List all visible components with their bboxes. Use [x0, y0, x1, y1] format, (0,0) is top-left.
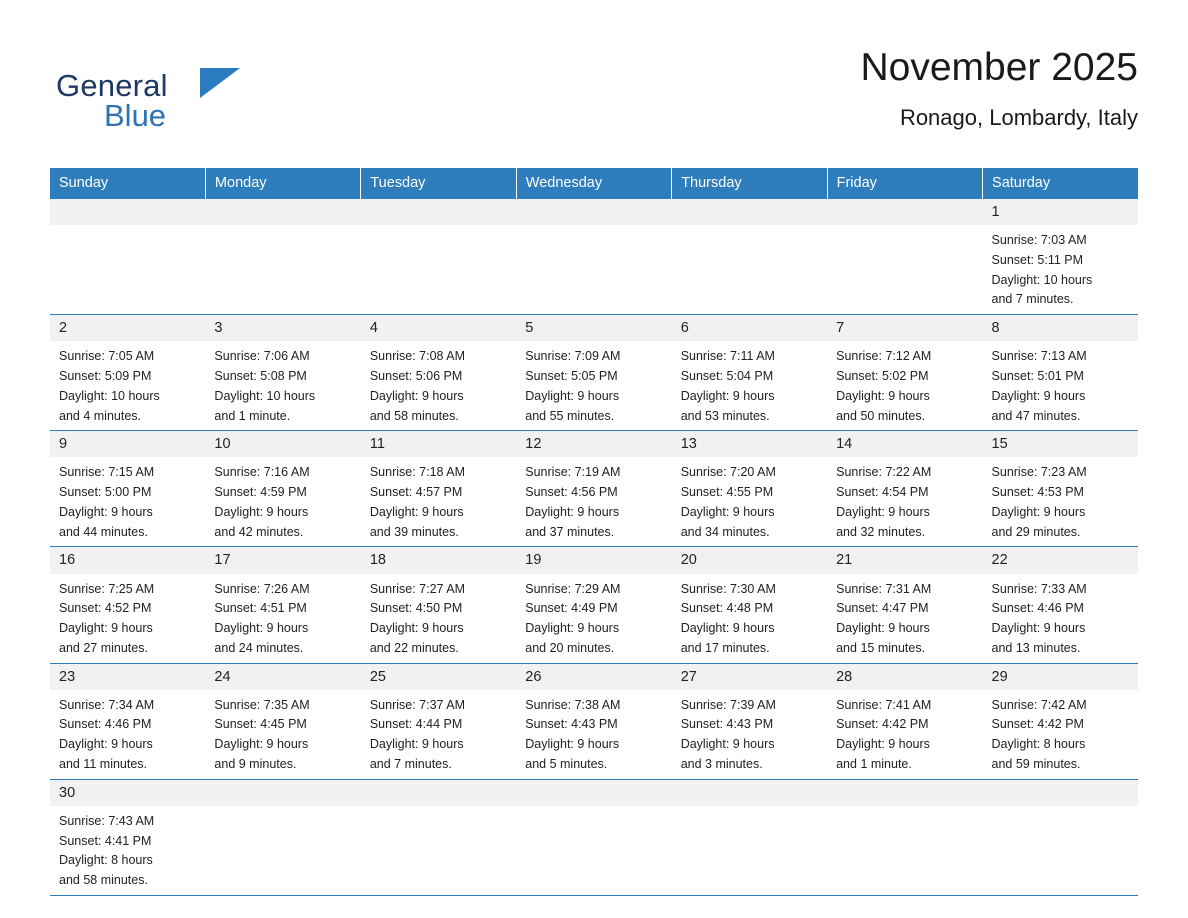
- daylight-duration-line2: and 7 minutes.: [991, 292, 1074, 307]
- calendar-day-cell[interactable]: [672, 547, 827, 663]
- daylight-duration-line2: and 5 minutes.: [525, 756, 608, 771]
- day-number: [205, 199, 360, 225]
- sunset-time: Sunset: 5:11 PM: [991, 252, 1084, 267]
- sunrise-time: Sunrise: 7:19 AM: [525, 465, 621, 480]
- day-number: 15: [983, 431, 1138, 457]
- day-number: 23: [50, 664, 205, 690]
- day-details: [516, 457, 671, 546]
- day-number: 9: [50, 431, 205, 457]
- daylight-duration-line1: Daylight: 9 hours: [680, 504, 775, 519]
- sunset-time: Sunset: 4:52 PM: [59, 601, 152, 616]
- sunrise-time: Sunrise: 7:30 AM: [680, 581, 776, 596]
- sunset-time: Sunset: 5:04 PM: [680, 369, 774, 383]
- sunset-time: Sunset: 4:44 PM: [369, 717, 463, 732]
- day-number: 19: [516, 547, 671, 573]
- day-details: [50, 457, 205, 546]
- day-details: [516, 690, 671, 779]
- sunrise-time: Sunrise: 7:29 AM: [525, 581, 621, 596]
- day-number: 11: [361, 431, 516, 457]
- sunset-time: Sunset: 4:55 PM: [680, 485, 774, 500]
- daylight-duration-line1: Daylight: 8 hours: [991, 737, 1086, 752]
- daylight-duration-line1: Daylight: 9 hours: [836, 504, 930, 519]
- sunrise-time: Sunrise: 7:41 AM: [836, 697, 932, 712]
- sunset-time: Sunset: 4:47 PM: [836, 601, 929, 616]
- day-number: 10: [205, 431, 360, 457]
- day-number: [672, 199, 827, 225]
- daylight-duration-line1: Daylight: 9 hours: [369, 504, 464, 519]
- sunrise-time: Sunrise: 7:03 AM: [991, 233, 1087, 248]
- calendar-day-cell[interactable]: [983, 547, 1138, 663]
- day-number: 26: [516, 664, 671, 690]
- calendar-body: [50, 199, 1138, 895]
- calendar-day-cell[interactable]: [361, 431, 516, 547]
- daylight-duration-line1: Daylight: 8 hours: [59, 853, 153, 868]
- day-details: [50, 341, 205, 430]
- day-details: [983, 690, 1138, 779]
- sunset-time: Sunset: 4:48 PM: [680, 601, 774, 616]
- sunset-time: Sunset: 5:01 PM: [991, 369, 1084, 383]
- day-number: [827, 199, 982, 225]
- sunrise-sunset-calendar: [50, 168, 1138, 896]
- daylight-duration-line1: Daylight: 9 hours: [680, 737, 775, 752]
- daylight-duration-line2: and 39 minutes.: [369, 524, 459, 539]
- weekday-header-row: [50, 168, 1138, 199]
- day-number: 3: [205, 315, 360, 341]
- daylight-duration-line2: and 20 minutes.: [525, 640, 615, 655]
- calendar-day-cell[interactable]: [672, 663, 827, 779]
- day-number: 22: [983, 547, 1138, 573]
- calendar-day-cell[interactable]: [516, 431, 671, 547]
- daylight-duration-line1: Daylight: 9 hours: [214, 504, 309, 519]
- daylight-duration-line1: Daylight: 9 hours: [991, 621, 1086, 635]
- day-details: [516, 574, 671, 663]
- day-number: 7: [827, 315, 982, 341]
- column-header-thursday: Thursday: [672, 168, 827, 199]
- calendar-day-empty: [983, 779, 1138, 895]
- calendar-day-empty: [205, 779, 360, 895]
- daylight-duration-line2: and 44 minutes.: [59, 524, 148, 539]
- daylight-duration-line1: Daylight: 9 hours: [836, 388, 930, 403]
- page-title: November 2025: [860, 46, 1138, 89]
- day-details: [827, 690, 982, 779]
- sunset-time: Sunset: 4:50 PM: [369, 601, 463, 616]
- calendar-day-empty: [516, 779, 671, 895]
- calendar-day-cell[interactable]: [983, 199, 1138, 315]
- calendar-day-cell[interactable]: [516, 663, 671, 779]
- sunrise-time: Sunrise: 7:26 AM: [214, 581, 310, 596]
- calendar-day-cell[interactable]: [50, 663, 205, 779]
- day-details: [361, 690, 516, 779]
- sunrise-time: Sunrise: 7:35 AM: [214, 697, 310, 712]
- day-details: [361, 341, 516, 430]
- day-number: [50, 199, 205, 225]
- day-details: [516, 341, 671, 430]
- sunset-time: Sunset: 4:46 PM: [59, 717, 152, 732]
- calendar-day-cell[interactable]: [361, 315, 516, 431]
- sunrise-time: Sunrise: 7:20 AM: [680, 465, 776, 480]
- sunrise-time: Sunrise: 7:37 AM: [369, 697, 466, 712]
- calendar-day-cell[interactable]: [827, 663, 982, 779]
- sunset-time: Sunset: 4:51 PM: [214, 601, 307, 616]
- day-details: [672, 341, 827, 430]
- sunset-time: Sunset: 5:00 PM: [59, 485, 152, 500]
- daylight-duration-line1: Daylight: 10 hours: [214, 388, 316, 403]
- sunset-time: Sunset: 4:53 PM: [991, 485, 1084, 500]
- day-number: [672, 780, 827, 806]
- daylight-duration-line1: Daylight: 10 hours: [59, 388, 160, 403]
- calendar-day-cell[interactable]: [983, 431, 1138, 547]
- daylight-duration-line2: and 3 minutes.: [680, 756, 763, 771]
- daylight-duration-line2: and 37 minutes.: [525, 524, 615, 539]
- calendar-day-cell[interactable]: [516, 315, 671, 431]
- day-number: 4: [361, 315, 516, 341]
- calendar-day-cell[interactable]: [827, 431, 982, 547]
- sunset-time: Sunset: 4:54 PM: [836, 485, 929, 500]
- sunset-time: Sunset: 4:42 PM: [836, 717, 929, 732]
- calendar-day-cell[interactable]: [361, 547, 516, 663]
- sunset-time: Sunset: 4:49 PM: [525, 601, 618, 616]
- day-number: 12: [516, 431, 671, 457]
- day-number: 1: [983, 199, 1138, 225]
- calendar-day-empty: [361, 199, 516, 315]
- calendar-day-empty: [827, 779, 982, 895]
- calendar-week-row: [50, 547, 1138, 663]
- day-details: [672, 574, 827, 663]
- day-number: [361, 199, 516, 225]
- column-header-monday: Monday: [205, 168, 360, 199]
- daylight-duration-line1: Daylight: 9 hours: [991, 504, 1086, 519]
- day-details: [361, 457, 516, 546]
- sunrise-time: Sunrise: 7:43 AM: [59, 813, 155, 828]
- calendar-day-empty: [516, 199, 671, 315]
- day-details: [205, 690, 360, 779]
- sunset-time: Sunset: 5:09 PM: [59, 369, 152, 383]
- day-number: 13: [672, 431, 827, 457]
- daylight-duration-line2: and 22 minutes.: [369, 640, 459, 655]
- sunset-time: Sunset: 4:43 PM: [680, 717, 774, 732]
- sunrise-time: Sunrise: 7:13 AM: [991, 349, 1087, 364]
- daylight-duration-line1: Daylight: 9 hours: [369, 621, 464, 635]
- sunrise-time: Sunrise: 7:23 AM: [991, 465, 1087, 480]
- day-details: [983, 574, 1138, 663]
- calendar-day-empty: [672, 779, 827, 895]
- logo-text-general: General: [56, 68, 168, 103]
- day-number: 18: [361, 547, 516, 573]
- calendar-day-cell[interactable]: [827, 547, 982, 663]
- sunrise-time: Sunrise: 7:38 AM: [525, 697, 621, 712]
- blue-triangle-icon: [200, 68, 240, 98]
- calendar-day-cell[interactable]: [361, 663, 516, 779]
- daylight-duration-line1: Daylight: 9 hours: [369, 388, 464, 403]
- daylight-duration-line1: Daylight: 9 hours: [59, 737, 153, 752]
- calendar-day-empty: [50, 199, 205, 315]
- title-block: [861, 46, 1139, 131]
- day-number: 30: [50, 780, 205, 806]
- day-details: [983, 225, 1138, 314]
- calendar-week-row: [50, 431, 1138, 547]
- day-details: [827, 574, 982, 663]
- sunset-time: Sunset: 5:06 PM: [369, 369, 463, 383]
- daylight-duration-line2: and 47 minutes.: [991, 408, 1081, 423]
- column-header-saturday: Saturday: [983, 168, 1138, 199]
- day-number: [361, 780, 516, 806]
- day-details: [205, 574, 360, 663]
- sunset-time: Sunset: 5:08 PM: [214, 369, 307, 383]
- day-number: 2: [50, 315, 205, 341]
- day-number: [983, 780, 1138, 806]
- sunrise-time: Sunrise: 7:15 AM: [59, 465, 155, 480]
- sunrise-time: Sunrise: 7:42 AM: [991, 697, 1087, 712]
- sunset-time: Sunset: 4:43 PM: [525, 717, 618, 732]
- calendar-week-row: [50, 199, 1138, 315]
- general-blue-logo: [50, 46, 310, 133]
- day-number: 6: [672, 315, 827, 341]
- sunrise-time: Sunrise: 7:22 AM: [836, 465, 932, 480]
- daylight-duration-line2: and 59 minutes.: [991, 756, 1081, 771]
- sunrise-time: Sunrise: 7:27 AM: [369, 581, 466, 596]
- daylight-duration-line2: and 17 minutes.: [680, 640, 770, 655]
- location-subtitle: Ronago, Lombardy, Italy: [899, 104, 1138, 130]
- column-header-wednesday: Wednesday: [516, 168, 671, 199]
- calendar-day-cell[interactable]: [672, 431, 827, 547]
- sunset-time: Sunset: 4:41 PM: [59, 833, 152, 848]
- daylight-duration-line1: Daylight: 10 hours: [991, 272, 1093, 287]
- sunrise-time: Sunrise: 7:09 AM: [525, 349, 621, 364]
- day-details: [50, 806, 205, 895]
- daylight-duration-line2: and 24 minutes.: [214, 640, 304, 655]
- daylight-duration-line2: and 29 minutes.: [991, 524, 1081, 539]
- day-details: [50, 690, 205, 779]
- daylight-duration-line2: and 32 minutes.: [836, 524, 926, 539]
- page-header: [50, 0, 1138, 146]
- daylight-duration-line2: and 34 minutes.: [680, 524, 770, 539]
- day-number: 16: [50, 547, 205, 573]
- daylight-duration-line2: and 9 minutes.: [214, 756, 297, 771]
- daylight-duration-line1: Daylight: 9 hours: [525, 737, 620, 752]
- day-details: [50, 574, 205, 663]
- logo-text-blue: Blue: [104, 98, 167, 133]
- sunrise-time: Sunrise: 7:25 AM: [59, 581, 155, 596]
- calendar-week-row: [50, 779, 1138, 895]
- column-header-friday: Friday: [827, 168, 982, 199]
- day-number: 17: [205, 547, 360, 573]
- daylight-duration-line2: and 13 minutes.: [991, 640, 1081, 655]
- day-details: [205, 341, 360, 430]
- column-header-tuesday: Tuesday: [361, 168, 516, 199]
- sunset-time: Sunset: 4:59 PM: [214, 485, 307, 500]
- sunrise-time: Sunrise: 7:18 AM: [369, 465, 466, 480]
- day-number: 14: [827, 431, 982, 457]
- calendar-day-empty: [827, 199, 982, 315]
- sunset-time: Sunset: 5:05 PM: [525, 369, 618, 383]
- daylight-duration-line2: and 27 minutes.: [59, 640, 148, 655]
- sunset-time: Sunset: 4:46 PM: [991, 601, 1084, 616]
- daylight-duration-line1: Daylight: 9 hours: [214, 737, 309, 752]
- day-number: 24: [205, 664, 360, 690]
- sunset-time: Sunset: 4:56 PM: [525, 485, 618, 500]
- day-number: [827, 780, 982, 806]
- daylight-duration-line2: and 42 minutes.: [214, 524, 304, 539]
- daylight-duration-line1: Daylight: 9 hours: [680, 388, 775, 403]
- day-number: [516, 199, 671, 225]
- day-number: 5: [516, 315, 671, 341]
- sunset-time: Sunset: 4:45 PM: [214, 717, 307, 732]
- calendar-week-row: [50, 663, 1138, 779]
- daylight-duration-line2: and 50 minutes.: [836, 408, 926, 423]
- daylight-duration-line2: and 15 minutes.: [836, 640, 926, 655]
- daylight-duration-line1: Daylight: 9 hours: [836, 737, 930, 752]
- daylight-duration-line2: and 7 minutes.: [369, 756, 452, 771]
- day-details: [983, 341, 1138, 430]
- day-details: [672, 457, 827, 546]
- day-number: 28: [827, 664, 982, 690]
- calendar-day-empty: [361, 779, 516, 895]
- daylight-duration-line2: and 4 minutes.: [59, 408, 141, 423]
- day-number: 27: [672, 664, 827, 690]
- daylight-duration-line2: and 55 minutes.: [525, 408, 615, 423]
- day-number: 29: [983, 664, 1138, 690]
- calendar-week-row: [50, 315, 1138, 431]
- day-number: 25: [361, 664, 516, 690]
- daylight-duration-line2: and 53 minutes.: [680, 408, 770, 423]
- sunrise-time: Sunrise: 7:16 AM: [214, 465, 310, 480]
- calendar-day-cell[interactable]: [50, 779, 205, 895]
- day-number: 8: [983, 315, 1138, 341]
- daylight-duration-line1: Daylight: 9 hours: [525, 388, 620, 403]
- calendar-day-cell[interactable]: [516, 547, 671, 663]
- daylight-duration-line1: Daylight: 9 hours: [59, 504, 153, 519]
- calendar-day-cell[interactable]: [50, 547, 205, 663]
- daylight-duration-line1: Daylight: 9 hours: [369, 737, 464, 752]
- daylight-duration-line2: and 58 minutes.: [369, 408, 459, 423]
- calendar-day-cell[interactable]: [50, 431, 205, 547]
- day-details: [827, 341, 982, 430]
- sunrise-time: Sunrise: 7:05 AM: [59, 349, 155, 364]
- sunrise-time: Sunrise: 7:11 AM: [680, 349, 775, 364]
- day-details: [827, 457, 982, 546]
- daylight-duration-line2: and 1 minute.: [836, 756, 912, 771]
- daylight-duration-line1: Daylight: 9 hours: [214, 621, 309, 635]
- day-details: [361, 574, 516, 663]
- day-number: 20: [672, 547, 827, 573]
- day-number: 21: [827, 547, 982, 573]
- daylight-duration-line1: Daylight: 9 hours: [836, 621, 930, 635]
- sunset-time: Sunset: 4:57 PM: [369, 485, 463, 500]
- sunrise-time: Sunrise: 7:31 AM: [836, 581, 932, 596]
- sunset-time: Sunset: 5:02 PM: [836, 369, 929, 383]
- calendar-day-cell[interactable]: [827, 315, 982, 431]
- calendar-day-cell[interactable]: [205, 431, 360, 547]
- daylight-duration-line2: and 11 minutes.: [59, 756, 148, 771]
- calendar-day-cell[interactable]: [983, 663, 1138, 779]
- daylight-duration-line2: and 58 minutes.: [59, 873, 148, 887]
- calendar-day-cell[interactable]: [205, 547, 360, 663]
- calendar-day-empty: [205, 199, 360, 315]
- daylight-duration-line1: Daylight: 9 hours: [991, 388, 1086, 403]
- calendar-day-cell[interactable]: [983, 315, 1138, 431]
- day-number: [516, 780, 671, 806]
- daylight-duration-line1: Daylight: 9 hours: [525, 621, 620, 635]
- day-details: [205, 457, 360, 546]
- sunrise-time: Sunrise: 7:12 AM: [836, 349, 932, 364]
- calendar-day-cell[interactable]: [50, 315, 205, 431]
- sunset-time: Sunset: 4:42 PM: [991, 717, 1084, 732]
- calendar-day-empty: [672, 199, 827, 315]
- daylight-duration-line2: and 1 minute.: [214, 408, 291, 423]
- calendar-day-cell[interactable]: [672, 315, 827, 431]
- sunrise-time: Sunrise: 7:34 AM: [59, 697, 155, 712]
- day-details: [672, 690, 827, 779]
- column-header-sunday: Sunday: [50, 168, 205, 199]
- day-number: [205, 780, 360, 806]
- sunrise-time: Sunrise: 7:08 AM: [369, 349, 466, 364]
- calendar-day-cell[interactable]: [205, 663, 360, 779]
- daylight-duration-line1: Daylight: 9 hours: [59, 621, 153, 635]
- sunrise-time: Sunrise: 7:33 AM: [991, 581, 1087, 596]
- sunrise-time: Sunrise: 7:39 AM: [680, 697, 776, 712]
- calendar-day-cell[interactable]: [205, 315, 360, 431]
- daylight-duration-line1: Daylight: 9 hours: [680, 621, 775, 635]
- daylight-duration-line1: Daylight: 9 hours: [525, 504, 620, 519]
- day-details: [983, 457, 1138, 546]
- sunrise-time: Sunrise: 7:06 AM: [214, 349, 310, 364]
